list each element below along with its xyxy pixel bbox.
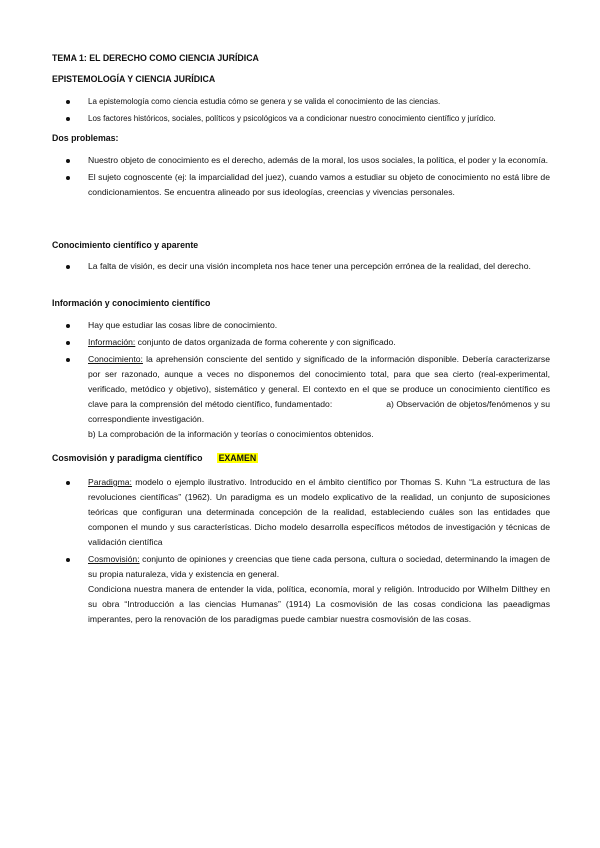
- document-title: TEMA 1: EL DERECHO COMO CIENCIA JURÍDICA: [52, 53, 259, 63]
- informacion-list: [0, 318, 600, 442]
- exam-badge: EXAMEN: [218, 453, 257, 463]
- section-heading-conocimiento-aparente: Conocimiento científico y aparente: [52, 240, 199, 250]
- list-item: Cosmovisión: conjunto de opiniones y creencias que tiene cada persona, cultura o sociedad, determinando la imagen de su propia naturaleza, vida y existencia en general. Condiciona nuestra manera de entender la vida, política, economía, moral y religión. Introducido por Wilhelm Dilthey en su obra “Introducción a las ciencias Humanas” (1914) La cosmovisión de las cosas condiciona las paeadigmas imperantes, pero la renovación de los paradigmas puede cambiar nuestra cosmovisión de las cosas.: [0, 552, 600, 627]
- bullet-icon: [66, 159, 70, 163]
- bullet-icon: [66, 558, 70, 562]
- problemas-list: [0, 153, 600, 200]
- list-item: Hay que estudiar las cosas libre de conocimiento.: [0, 318, 600, 333]
- bullet-icon: [66, 358, 70, 362]
- list-item: Información: conjunto de datos organizada de forma coherente y con significado.: [0, 335, 600, 350]
- method-step-a: a) Observación de objetos/fenómenos y su correspondiente investigación.: [88, 399, 551, 424]
- conocimiento-aparente-list: [0, 259, 600, 274]
- section-heading-dos-problemas: Dos problemas:: [52, 133, 119, 143]
- list-item: Nuestro objeto de conocimiento es el derecho, además de la moral, los usos sociales, la política, el poder y la economía.: [0, 153, 600, 168]
- cosmovision-paragraph: Condiciona nuestra manera de entender la vida, política, economía, moral y religión. Introducido por Wilhelm Dilthey en su obra “Introducción a las ciencias Humanas” (1914) La cosmovisión de las cosas condiciona las paeadigmas imperantes, pero la renovación de los paradigmas puede cambiar nuestra cosmovisión de las cosas.: [88, 584, 550, 624]
- bullet-icon: [66, 176, 70, 180]
- list-item: Conocimiento: la aprehensión consciente del sentido y significado de la información disponible. Debería caracterizarse por ser razonado, aunque a veces no disponemos del conocimiento total, para que sea cierto (real-experimental, verificado, metódico y objetivo), sistemático y general. El contexto en el que se produce un conocimiento científico es clave para la comprensión del método científico, fundamentado: a) Observación de objetos/fenómenos y su correspondiente investigación. b) La comprobación de la información y teorías o conocimientos obtenidos.: [0, 352, 600, 442]
- bullet-icon: [66, 265, 70, 269]
- section-heading-epistemologia: EPISTEMOLOGÍA Y CIENCIA JURÍDICA: [52, 74, 216, 84]
- term-paradigma: Paradigma:: [88, 477, 132, 487]
- section-heading-cosmovision: Cosmovisión y paradigma científico EXAMEN: [52, 453, 257, 463]
- method-step-b: b) La comprobación de la información y teorías o conocimientos obtenidos.: [88, 429, 374, 439]
- term-conocimiento: Conocimiento:: [88, 354, 143, 364]
- list-item: El sujeto cognoscente (ej: la imparcialidad del juez), cuando vamos a estudiar su objeto de conocimiento no está libre de condicionamientos. Se encuentra alineado por sus ideologías, creencias y vivencias personales.: [0, 170, 600, 200]
- list-item: La epistemología como ciencia estudia cómo se genera y se valida el conocimiento de las ciencias.: [0, 94, 600, 109]
- cosmovision-list: [0, 475, 600, 627]
- list-item: La falta de visión, es decir una visión incompleta nos hace tener una percepción errónea de la realidad, del derecho.: [0, 259, 600, 274]
- epistemologia-list: [0, 94, 600, 126]
- section-heading-informacion: Información y conocimiento científico: [52, 298, 211, 308]
- term-cosmovision: Cosmovisión:: [88, 554, 140, 564]
- bullet-icon: [66, 100, 70, 104]
- list-item: Los factores históricos, sociales, políticos y psicológicos va a condicionar nuestro conocimiento científico y jurídico.: [0, 111, 598, 126]
- bullet-icon: [66, 341, 70, 345]
- list-item: Paradigma: modelo o ejemplo ilustrativo. Introducido en el ámbito científico por Thomas S. Kuhn “La estructura de las revoluciones científicas” (1962). Un paradigma es un modelo explicativo de la realidad, un conjunto de suposiciones teóricas que configuran una determinada concepción de la realidad, estableciendo cuáles son las entidades que componen el mundo y sus características. Dicho modelo desarrolla específicos métodos de investigación y técnicas de validación científica: [0, 475, 600, 550]
- bullet-icon: [66, 324, 70, 328]
- bullet-icon: [66, 117, 70, 121]
- bullet-icon: [66, 481, 70, 485]
- term-informacion: Información:: [88, 337, 136, 347]
